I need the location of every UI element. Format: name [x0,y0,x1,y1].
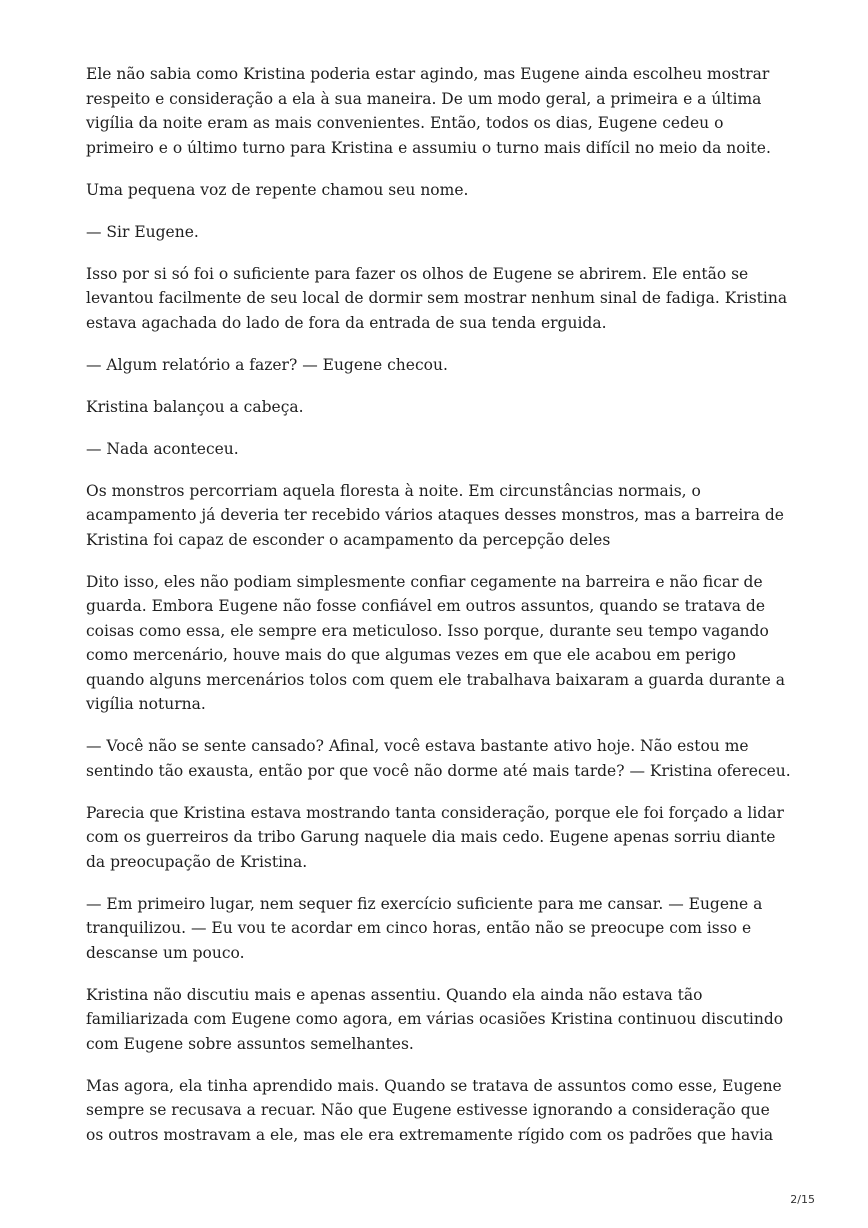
paragraph: — Você não se sente cansado? Afinal, você estava bastante ativo hoje. Não estou me sentindo tão exausta, então por que você não dorme até mais tarde? — Kristina ofereceu. [86,737,791,780]
document-body [86,62,791,1165]
paragraph: Isso por si só foi o suficiente para fazer os olhos de Eugene se abrirem. Ele então se levantou facilmente de seu local de dormir sem mostrar nenhum sinal de fadiga. Kristina estava agachada do lado de fora da entrada de sua tenda erguida. [86,264,788,332]
paragraph: Mas agora, ela tinha aprendido mais. Quando se tratava de assuntos como esse, Eugene sempre se recusava a recuar. Não que Eugene estivesse ignorando a consideração que os outros mostravam a ele, mas ele era extremamente rígido com os padrões que havia [86,1076,782,1144]
paragraph: Uma pequena voz de repente chamou seu nome. [86,180,469,199]
paragraph: — Sir Eugene. [86,222,199,241]
page-number: 2/15 [790,1193,815,1206]
paragraph: — Algum relatório a fazer? — Eugene checou. [86,355,448,374]
paragraph: Kristina não discutiu mais e apenas assentiu. Quando ela ainda não estava tão familiarizada com Eugene como agora, em várias ocasiões Kristina continuou discutindo com Eugene sobre assuntos semelhantes. [86,985,784,1053]
paragraph: Parecia que Kristina estava mostrando tanta consideração, porque ele foi forçado a lidar com os guerreiros da tribo Garung naquele dia mais cedo. Eugene apenas sorriu diante da preocupação de Kristina. [86,803,784,871]
paragraph: Dito isso, eles não podiam simplesmente confiar cegamente na barreira e não ficar de guarda. Embora Eugene não fosse confiável em outros assuntos, quando se tratava de coisas como essa, ele sempre era meticuloso. Isso porque, durante seu tempo vagando como mercenário, houve mais do que algumas vezes em que ele acabou em perigo quando alguns mercenários tolos com quem ele trabalhava baixaram a guarda durante a vigília noturna. [86,572,785,713]
paragraph: Kristina balançou a cabeça. [86,397,304,416]
paragraph: Os monstros percorriam aquela floresta à noite. Em circunstâncias normais, o acampamento já deveria ter recebido vários ataques desses monstros, mas a barreira de Kristina foi capaz de esconder o acampamento da percepção deles [86,481,784,549]
paragraph: — Em primeiro lugar, nem sequer fiz exercício suficiente para me cansar. — Eugene a tranquilizou. — Eu vou te acordar em cinco horas, então não se preocupe com isso e descanse um pouco. [86,894,763,962]
paragraph: Ele não sabia como Kristina poderia estar agindo, mas Eugene ainda escolheu mostrar respeito e consideração a ela à sua maneira. De um modo geral, a primeira e a última vigília da noite eram as mais convenientes. Então, todos os dias, Eugene cedeu o primeiro e o último turno para Kristina e assumiu o turno mais difícil no meio da noite. [86,65,771,157]
paragraph: — Nada aconteceu. [86,439,239,458]
